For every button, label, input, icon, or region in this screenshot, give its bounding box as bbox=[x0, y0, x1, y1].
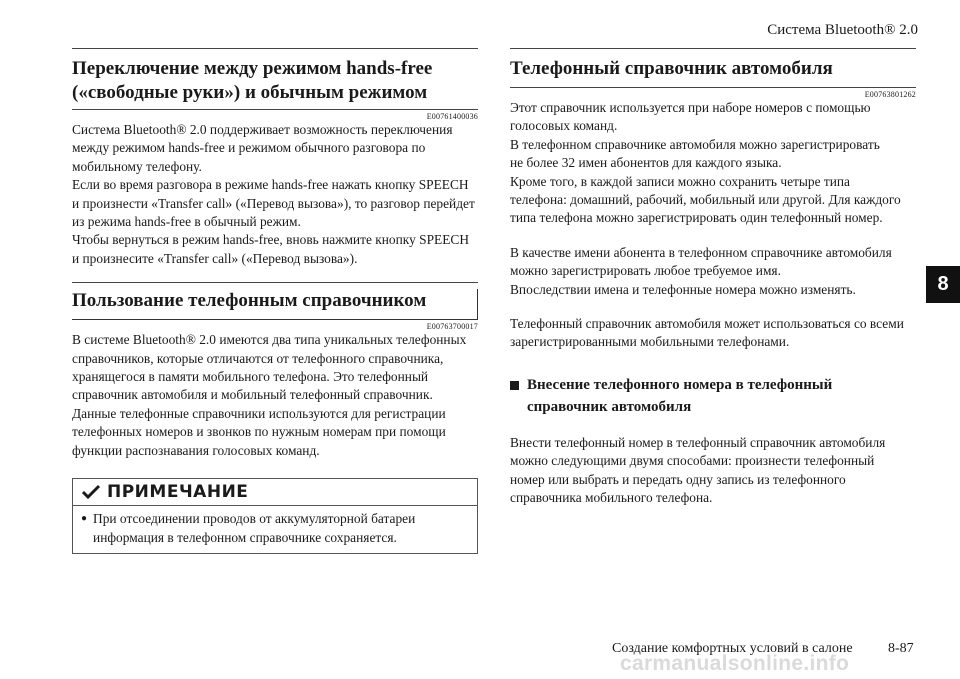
text-line: хранящегося в памяти мобильного телефона. Это телефонный bbox=[72, 369, 429, 385]
section-body bbox=[72, 331, 478, 460]
text-line: голосовых команд. bbox=[510, 118, 618, 134]
paragraph bbox=[510, 315, 916, 352]
text-line: При отсоединении проводов от аккумуляторной батареи bbox=[93, 511, 416, 527]
section-title-line: («свободные руки») и обычным режимом bbox=[72, 82, 428, 103]
section-rule bbox=[72, 48, 478, 49]
text-line: Система Bluetooth® 2.0 поддерживает возможность переключения bbox=[72, 122, 453, 137]
text-line: телефона: домашний, рабочий, мобильный или другой. Для каждого bbox=[510, 192, 901, 208]
subsection-title-line: справочник автомобиля bbox=[527, 398, 692, 415]
note-title: ПРИМЕЧАНИЕ bbox=[107, 482, 249, 503]
text-line: между режимом hands-free и режимом обычного разговора по bbox=[72, 140, 426, 156]
text-line: из режима hands-free в обычный режим. bbox=[72, 214, 301, 230]
section-code: E00763801262 bbox=[864, 90, 916, 99]
text-line: номер или выбрать и передать одну запись из телефонного bbox=[510, 471, 846, 487]
bullet-icon: ● bbox=[81, 513, 88, 525]
text-line: можно следующими двумя способами: произнести телефонный bbox=[510, 453, 875, 469]
text-line: типа телефона можно зарегистрировать один телефонный номер. bbox=[510, 210, 883, 226]
text-line: функции распознавания голосовых команд. bbox=[72, 442, 320, 458]
section-code: E00761400036 bbox=[426, 112, 478, 121]
text-line: Чтобы вернуться в режим hands-free, вновь нажмите кнопку SPEECH bbox=[72, 232, 469, 248]
section-rule bbox=[72, 282, 478, 283]
section-body bbox=[72, 121, 478, 268]
section-hands-free bbox=[72, 57, 478, 268]
text-line: Внести телефонный номер в телефонный справочник автомобиля bbox=[510, 434, 886, 450]
section-title bbox=[72, 57, 478, 105]
text-line: зарегистрированными мобильными телефонами. bbox=[510, 334, 790, 350]
page-number: 8-87 bbox=[888, 641, 914, 656]
paragraph bbox=[510, 244, 916, 299]
text-line: информация в телефонном справочнике сохраняется. bbox=[93, 529, 397, 545]
note-box bbox=[72, 478, 478, 554]
text-line: Телефонный справочник автомобиля может использоваться со всеми bbox=[510, 316, 904, 332]
section-phonebook-usage bbox=[72, 282, 478, 460]
section-title-line: Переключение между режимом hands-free bbox=[72, 58, 433, 79]
text-line: Этот справочник используется при наборе номеров с помощью bbox=[510, 100, 871, 115]
text-line: В качестве имени абонента в телефонном справочнике автомобиля bbox=[510, 244, 892, 260]
section-rule bbox=[510, 87, 916, 88]
text-line: Кроме того, в каждой записи можно сохранить четыре типа bbox=[510, 173, 851, 189]
text-line: мобильному телефону. bbox=[72, 158, 202, 174]
text-line: В телефонном справочнике автомобиля можно зарегистрировать bbox=[510, 136, 880, 152]
section-title: Телефонный справочник автомобиля bbox=[510, 58, 833, 79]
subsection-title bbox=[510, 374, 916, 418]
checkmark-icon bbox=[81, 484, 101, 500]
text-line: Впоследствии имена и телефонные номера можно изменять. bbox=[510, 281, 856, 297]
chapter-tab: 8 bbox=[926, 266, 960, 303]
note-item bbox=[73, 506, 477, 553]
text-line: справочников, которые отличаются от телефонного справочника, bbox=[72, 350, 444, 366]
text-line: В системе Bluetooth® 2.0 имеются два типа уникальных телефонных bbox=[72, 332, 467, 348]
running-header: Система Bluetooth® 2.0 bbox=[767, 22, 918, 38]
left-column bbox=[72, 48, 478, 554]
paragraph bbox=[510, 434, 916, 508]
section-rule bbox=[510, 48, 916, 49]
paragraph bbox=[510, 99, 916, 228]
square-bullet-icon bbox=[510, 381, 519, 390]
text-line: справочник автомобиля и мобильный телефонный справочник. bbox=[72, 387, 433, 403]
right-column bbox=[510, 48, 916, 508]
text-line: и произнести «Transfer call» («Перевод вызова»), то разговор перейдет bbox=[72, 195, 475, 211]
note-header bbox=[73, 479, 477, 506]
footer-section: Создание комфортных условий в салоне bbox=[612, 641, 853, 656]
text-line: можно зарегистрировать любое требуемое имя. bbox=[510, 263, 781, 279]
watermark: carmanualsonline.info bbox=[620, 652, 850, 675]
text-line: Если во время разговора в режиме hands-free нажать кнопку SPEECH bbox=[72, 177, 469, 193]
section-rule bbox=[72, 109, 478, 110]
section-code: E00763700017 bbox=[426, 322, 478, 332]
text-line: и произнесите «Transfer call» («Перевод вызова»). bbox=[72, 250, 358, 266]
subsection-title-line: Внесение телефонного номера в телефонный bbox=[527, 376, 833, 393]
text-line: телефонных номеров и звонков по нужным номерам при помощи bbox=[72, 424, 446, 440]
text-line: не более 32 имен абонентов для каждого языка. bbox=[510, 155, 782, 171]
text-line: Данные телефонные справочники используются для регистрации bbox=[72, 405, 446, 421]
section-title: Пользование телефонным справочником bbox=[72, 289, 478, 320]
text-line: справочника мобильного телефона. bbox=[510, 490, 713, 506]
